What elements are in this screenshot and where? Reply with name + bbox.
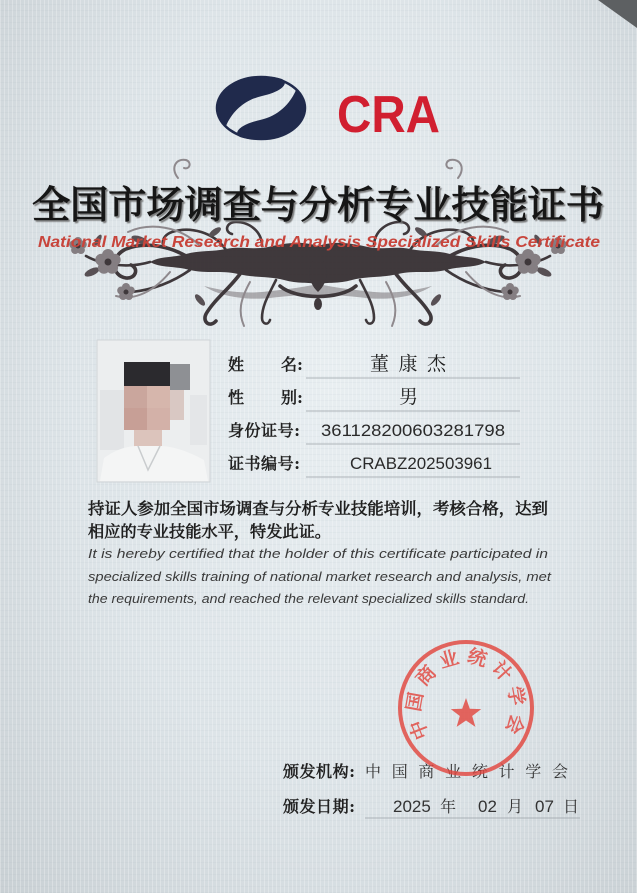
issue-date-month: 02	[478, 797, 497, 816]
statement-zh-line: 持证人参加全国市场调查与分析专业技能培训，考核合格，达到	[88, 499, 537, 518]
issue-date-month-unit: 月	[507, 797, 524, 816]
photo-mosaic-block	[100, 390, 124, 450]
ornament-flower	[95, 249, 120, 274]
ornament-scroll	[205, 274, 240, 324]
certificate-subtitle: National Market Research and Analysis Specialized Skills Certificate	[38, 234, 601, 251]
certificate-no-label: 证书编号:	[228, 454, 300, 473]
certificate-title: 全国市场调查与分析专业技能证书	[32, 183, 604, 227]
issue-date-day: 07	[535, 797, 554, 816]
gender-label: 性别:	[228, 388, 303, 407]
background-corner	[598, 0, 637, 28]
id-number-value: 361128200603281798	[321, 421, 505, 440]
certificate-no-value: CRABZ202503961	[350, 454, 492, 473]
issue-date-label: 颁发日期:	[283, 797, 355, 816]
issue-date-year-unit: 年	[440, 797, 457, 816]
statement-en-line: specialized skills training of national market research and analysis, met	[88, 570, 552, 584]
official-seal	[400, 642, 532, 774]
id-number-label: 身份证号:	[228, 421, 300, 440]
logo-abbr: CRA	[337, 86, 440, 144]
photo-mosaic-block	[147, 386, 170, 408]
cra-logo-icon	[217, 77, 305, 140]
ornament-flower	[117, 283, 135, 300]
issue-date-year: 2025	[393, 797, 431, 816]
star-icon	[451, 698, 481, 727]
statement-en-line: the requirements, and reached the relevant specialized skills standard.	[88, 592, 529, 606]
statement-en-line: It is hereby certified that the holder of this certificate participated in	[88, 547, 549, 561]
name-label: 姓名:	[228, 355, 303, 374]
photo-mosaic-block	[170, 390, 184, 420]
ornament-scroll	[241, 282, 250, 326]
ornament-scroll	[262, 280, 276, 324]
issuer-value: 中国商业统计学会	[365, 762, 568, 781]
statement	[88, 499, 552, 606]
photo-mosaic-block	[170, 364, 190, 390]
holder-photo	[97, 340, 210, 482]
photo-mosaic-block	[190, 395, 207, 445]
photo-mosaic-block	[124, 386, 147, 408]
photo-mosaic-block	[134, 430, 162, 448]
ornament-flower-core	[105, 259, 112, 266]
holder-fields	[228, 353, 520, 477]
photo-mosaic-block	[124, 362, 170, 386]
ornament-scroll	[174, 160, 189, 178]
gender-value: 男	[399, 386, 419, 408]
issue-date-day-unit: 日	[563, 797, 580, 816]
issuer-label: 颁发机构:	[283, 762, 355, 781]
ornament-drop	[314, 298, 322, 310]
issuer-block	[282, 762, 580, 818]
photo-mosaic-block	[124, 408, 147, 430]
name-value: 董康杰	[370, 353, 446, 375]
seal-text-path: 中国商业统计学会	[402, 644, 530, 743]
statement-zh-line: 相应的专业技能水平，特发此证。	[88, 522, 329, 541]
photo-mosaic-block	[147, 408, 170, 430]
ornament-leaf	[193, 293, 207, 308]
ornament-flower-core	[124, 290, 129, 295]
